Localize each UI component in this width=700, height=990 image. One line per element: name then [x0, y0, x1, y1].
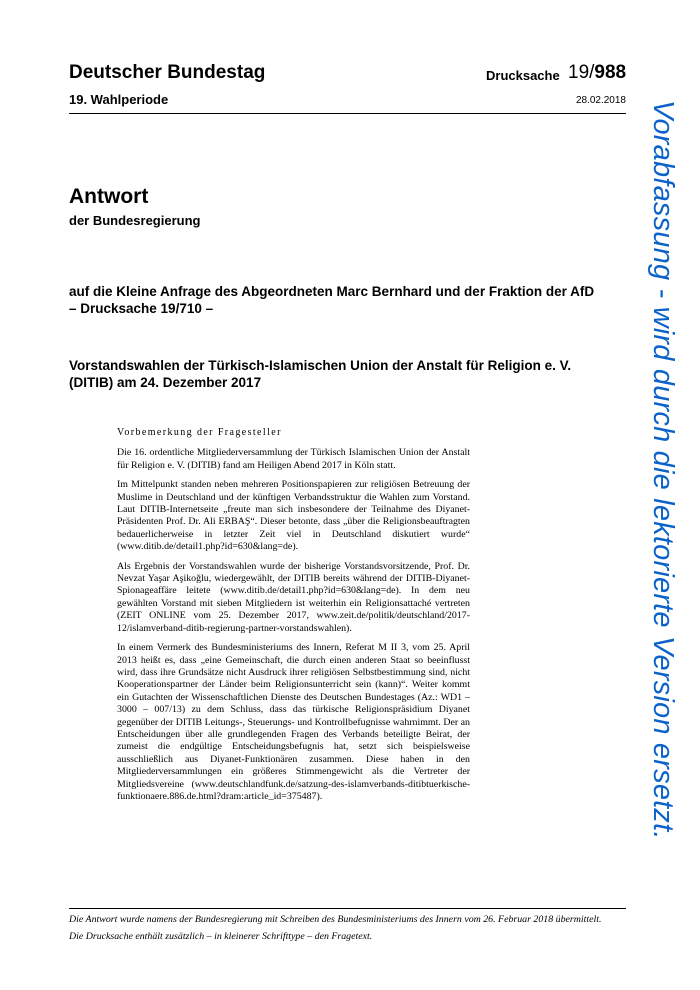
footer-divider: [69, 908, 626, 909]
vorbemerkung-heading: Vorbemerkung der Fragesteller: [117, 427, 282, 438]
vorbemerkung-paragraph: In einem Vermerk des Bundesministeriums des Innern, Referat M II 3, vom 25. April 2013 heißt es, dass „eine Gemeinschaft, die durch einen anderen Staat so beeinflusst wird, dass ihre Grundsätze nicht Ausdruck ihrer religiösen Selbstbestimmung sind, nicht Kooperationspartner der Länder beim Religionsunterricht sein (kann)“. Weiter kommt ein Gutachten der Wissenschaftlichen Dienste des Deutschen Bundestages (Az.: WD1 – 3000 – 007/13) zu dem Schluss, dass das türkische Religionspräsidium Diyanet gegenüber der DITIB Leitungs-, Steuerungs- und Kontrollbefugnisse wahrnimmt. Der an Entscheidungen über alle grundlegenden Fragen des Verbands beteiligte Beirat, der zumeist die endgültige Entscheidungsbefugnis hat, setzt sich beispielsweise ausschließlich aus Diyanet-Funktionären zusammen. Diese haben in den Mitgliederversammlungen ein größeres Stimmengewicht als die Vertreter der Mitgliedsvereine (www.deutschlandfunk.de/satzung-des-islamverbands-ditibtuerkische-funktionaere.886.de.html?dram:article_id=375487).: [117, 642, 470, 802]
anfrage-line-2: – Drucksache 19/710 –: [69, 301, 214, 316]
topic-heading: [69, 357, 629, 391]
footer-notes: [69, 914, 629, 949]
topic-line-2: (DITIB) am 24. Dezember 2017: [69, 375, 262, 390]
footer-line-2: Die Drucksache enthält zusätzlich – in kleinerer Schrifttype – den Fragetext.: [69, 931, 373, 943]
document-title: Antwort: [69, 185, 149, 208]
drucksache-label: Drucksache: [486, 68, 560, 83]
vorbemerkung-paragraph: Als Ergebnis der Vorstandswahlen wurde der bisherige Vorstandsvorsitzende, Prof. Dr. Nevzat Yaşar Aşikoğlu, wiedergewählt, der DITIB bereits während der DITIB-Diyanet-Spionageaffäre leitete (www.ditib.de/detail1.php?id=630&lang=de). In dem neu gewählten Vorstand mit sieben Mitgliedern ist weiterhin ein Religionsattaché vertreten (ZEIT ONLINE vom 25. Dezember 2017, www.zeit.de/politik/deutschland/2017-12/islamverband-ditib-regierung-partner-vorstandswahlen).: [117, 560, 470, 634]
anfrage-reference: [69, 283, 629, 317]
drucksache-number: [568, 62, 626, 84]
vorbemerkung-paragraph: Die 16. ordentliche Mitgliederversammlung der Türkisch Islamischen Union der Anstalt für Religion e. V. (DITIB) fand am Heiligen Abend 2017 in Köln statt.: [117, 447, 470, 471]
document-subtitle: der Bundesregierung: [69, 213, 201, 228]
header-divider: [69, 113, 626, 114]
anfrage-line-1: auf die Kleine Anfrage des Abgeordneten Marc Bernhard und der Fraktion der AfD: [69, 284, 595, 299]
preliminary-version-watermark: Vorabfassung - wird durch die lektorierte Version ersetzt.: [647, 100, 679, 840]
drucksache-prefix: 19/: [568, 62, 595, 83]
document-date: 28.02.2018: [575, 95, 626, 106]
topic-line-1: Vorstandswahlen der Türkisch-Islamischen Union der Anstalt für Religion e. V.: [69, 358, 572, 373]
vorbemerkung-paragraph: Im Mittelpunkt standen neben mehreren Positionspapieren zur religiösen Betreuung der Muslime in Deutschland und der künftigen Verbandsstruktur die Wahlen zum Vorstand. Laut DITIB-Internetseite „freute man sich insbesondere der Teilnahme des Diyanet-Präsidenten Prof. Dr. Ali ERBAŞ“. Dieser betonte, dass „über die Religionsbeauftragten bedauerlicherweise in letzter Zeit viel in Deutschland diskutiert wurde“ (www.ditib.de/detail1.php?id=630&lang=de).: [117, 479, 470, 553]
institution-title: Deutscher Bundestag: [69, 62, 266, 83]
drucksache-number-bold: 988: [594, 62, 627, 83]
vorbemerkung-section: [117, 427, 470, 810]
footer-line-1: Die Antwort wurde namens der Bundesregierung mit Schreiben des Bundesministeriums des Innern vom 26. Februar 2018 übermittelt.: [69, 914, 602, 925]
wahlperiode: 19. Wahlperiode: [69, 92, 169, 107]
